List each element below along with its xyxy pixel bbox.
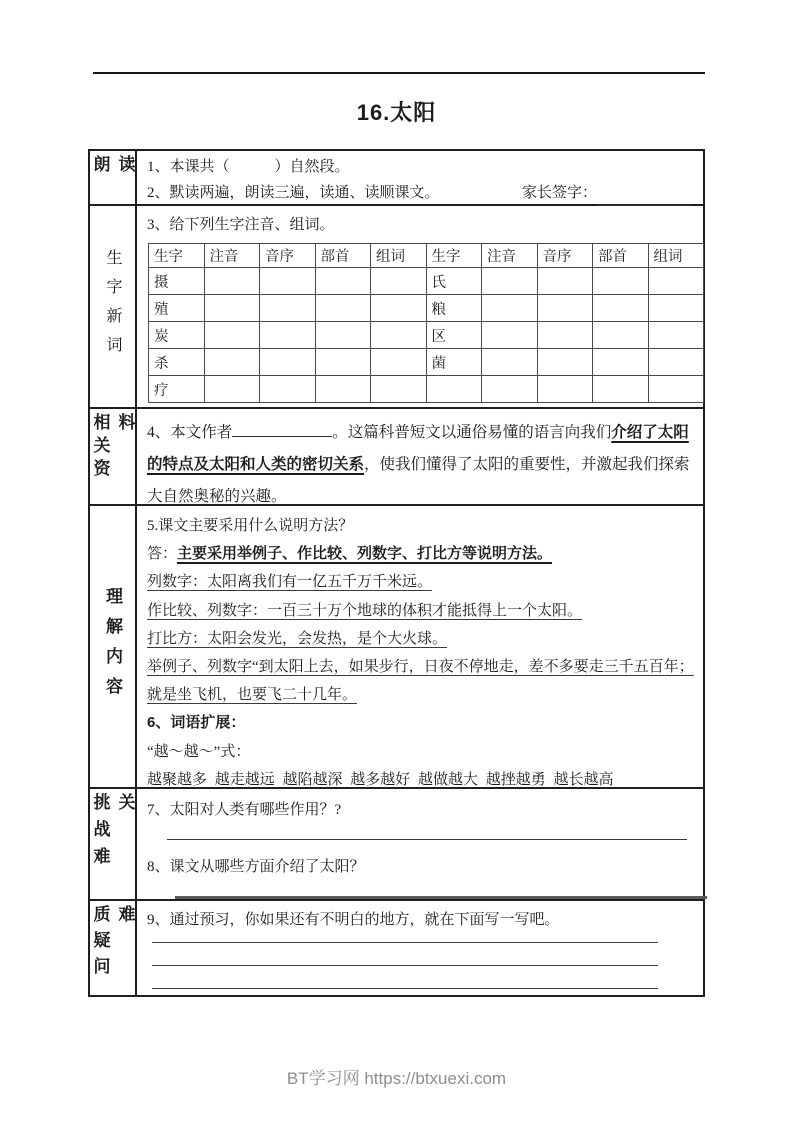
- empty-cell: [204, 322, 260, 349]
- empty-cell: [371, 322, 427, 349]
- empty-cell: [537, 376, 593, 403]
- char-table-header-row: [149, 244, 704, 268]
- parent-signature-label: 家长签字：: [521, 185, 597, 201]
- char-table-header: 组词: [648, 244, 704, 268]
- section-new-words: [90, 206, 703, 409]
- writing-blank-1: [152, 942, 658, 943]
- author-paragraph: [147, 417, 695, 513]
- empty-cell: [593, 268, 649, 295]
- section-label-questioning: 质疑问难: [90, 901, 137, 995]
- question-9: 9、通过预习，你如果还有不明白的地方，就在下面写一写吧。: [147, 912, 560, 928]
- section-questioning-content: [137, 901, 703, 995]
- section-comprehension: [90, 506, 703, 789]
- char-cell: 殖: [149, 295, 205, 322]
- section-reading-content: [137, 151, 703, 204]
- empty-cell: [315, 295, 371, 322]
- empty-cell: [593, 376, 649, 403]
- section-comprehension-content: [137, 506, 703, 787]
- section-questioning: [90, 901, 703, 995]
- empty-cell: [482, 268, 538, 295]
- empty-cell: [426, 376, 482, 403]
- char-cell: 炭: [149, 322, 205, 349]
- empty-cell: [371, 349, 427, 376]
- char-table-header: 注音: [482, 244, 538, 268]
- empty-cell: [648, 376, 704, 403]
- char-table-row: [149, 268, 704, 295]
- char-cell: 氏: [426, 268, 482, 295]
- summary-highlight: 介绍了太阳的特点及太阳和人类的密切关系: [147, 424, 689, 473]
- parent-signature: [522, 180, 691, 206]
- answer-text: 主要采用举例子、作比较、列数字、打比方等说明方法。: [177, 545, 553, 563]
- empty-cell: [371, 295, 427, 322]
- empty-cell: [648, 349, 704, 376]
- method-example-3: 打比方：太阳会发光，会发热，是个大火球。: [147, 630, 448, 647]
- section-new-words-content: [137, 206, 712, 407]
- empty-cell: [482, 322, 538, 349]
- answer-blank-8: [175, 896, 707, 899]
- parent-signature-blank: [597, 190, 691, 207]
- char-cell: 区: [426, 322, 482, 349]
- word-pattern: “越～越～”式：: [147, 743, 251, 760]
- empty-cell: [371, 268, 427, 295]
- header-rule: [93, 72, 705, 74]
- section-label-reading: 朗读: [90, 151, 137, 204]
- question-7: 7、太阳对人类有哪些作用？?: [147, 802, 342, 818]
- empty-cell: [593, 349, 649, 376]
- empty-cell: [204, 349, 260, 376]
- empty-cell: [260, 295, 316, 322]
- empty-cell: [537, 295, 593, 322]
- reading-item-2: [147, 180, 695, 206]
- empty-cell: [371, 376, 427, 403]
- empty-cell: [648, 268, 704, 295]
- empty-cell: [260, 322, 316, 349]
- word-list: 越聚越多 越走越远 越陷越深 越多越好 越做越大 越挫越勇 越长越高: [147, 771, 614, 788]
- question-8: 8、课文从哪些方面介绍了太阳？: [147, 859, 365, 875]
- char-cell: 摄: [149, 268, 205, 295]
- author-mid: 。这篇科普短文以通俗易懂的语言向我们: [332, 424, 612, 441]
- answer-prefix: 答：: [147, 546, 178, 563]
- answer-blank-7: [167, 839, 687, 840]
- char-table-row: [149, 376, 704, 403]
- empty-cell: [593, 322, 649, 349]
- char-cell: 杀: [149, 349, 205, 376]
- empty-cell: [648, 295, 704, 322]
- empty-cell: [537, 268, 593, 295]
- method-example-4: 举例子、列数字“到太阳上去，如果步行，日夜不停地走，差不多要走三千五百年；就是坐飞机，也要飞二十几年。: [147, 659, 694, 704]
- empty-cell: [315, 376, 371, 403]
- empty-cell: [482, 349, 538, 376]
- author-prefix: 4、本文作者: [147, 424, 233, 441]
- reading-item-1: 1、本课共（ ）自然段。: [147, 159, 350, 175]
- empty-cell: [593, 295, 649, 322]
- author-blank: [232, 422, 332, 437]
- empty-cell: [260, 268, 316, 295]
- section-challenge: [90, 789, 703, 901]
- char-table-header: 注音: [204, 244, 260, 268]
- method-example-1: 列数字：太阳离我们有一亿五千万千米远。: [147, 574, 433, 591]
- section-label-new-words: 生字新词: [90, 206, 137, 407]
- section-label-comprehension: 理解内容: [90, 506, 137, 787]
- char-table-header: 组词: [371, 244, 427, 268]
- section-related-info: [90, 409, 703, 506]
- character-table: [148, 243, 704, 403]
- method-example-2: 作比较、列数字：一百三十万个地球的体积才能抵得上一个太阳。: [147, 602, 583, 619]
- question-5: 5.课文主要采用什么说明方法？: [147, 518, 354, 534]
- char-table-header: 部首: [593, 244, 649, 268]
- author-suffix: ，使我们懂得了太阳的重要性，并激起我们探索大自然奥秘的兴趣。: [147, 456, 690, 505]
- empty-cell: [260, 376, 316, 403]
- new-words-instruction: 3、给下列生字注音、组词。: [147, 217, 335, 233]
- empty-cell: [537, 322, 593, 349]
- site-footer: BT学习网 https://btxuexi.com: [286, 1069, 507, 1088]
- section-related-info-content: [137, 409, 703, 504]
- char-table-header: 音序: [260, 244, 316, 268]
- empty-cell: [204, 376, 260, 403]
- empty-cell: [260, 349, 316, 376]
- writing-blank-2: [152, 965, 658, 966]
- empty-cell: [537, 349, 593, 376]
- question-6: 6、词语扩展：: [147, 714, 246, 732]
- section-label-related-info: 相关资料: [90, 409, 137, 504]
- char-table-row: [149, 295, 704, 322]
- empty-cell: [315, 349, 371, 376]
- empty-cell: [648, 322, 704, 349]
- char-table-row: [149, 349, 704, 376]
- section-label-challenge: 挑战难关: [90, 789, 137, 899]
- char-table-header: 生字: [426, 244, 482, 268]
- section-reading: [90, 151, 703, 206]
- char-cell: 疗: [149, 376, 205, 403]
- char-cell: 菌: [426, 349, 482, 376]
- reading-item-2-text: 2、默读两遍，朗读三遍，读通、读顺课文。: [147, 185, 440, 201]
- empty-cell: [204, 268, 260, 295]
- empty-cell: [482, 376, 538, 403]
- worksheet-table: [88, 149, 705, 997]
- page-title: 16.太阳: [356, 100, 437, 125]
- empty-cell: [204, 295, 260, 322]
- char-table-header: 音序: [537, 244, 593, 268]
- char-table-row: [149, 322, 704, 349]
- answer-5: [147, 540, 695, 568]
- section-challenge-content: [137, 789, 715, 899]
- writing-blank-3: [152, 988, 658, 989]
- char-table-header: 生字: [149, 244, 205, 268]
- char-cell: 粮: [426, 295, 482, 322]
- char-table-header: 部首: [315, 244, 371, 268]
- empty-cell: [482, 295, 538, 322]
- empty-cell: [315, 322, 371, 349]
- empty-cell: [315, 268, 371, 295]
